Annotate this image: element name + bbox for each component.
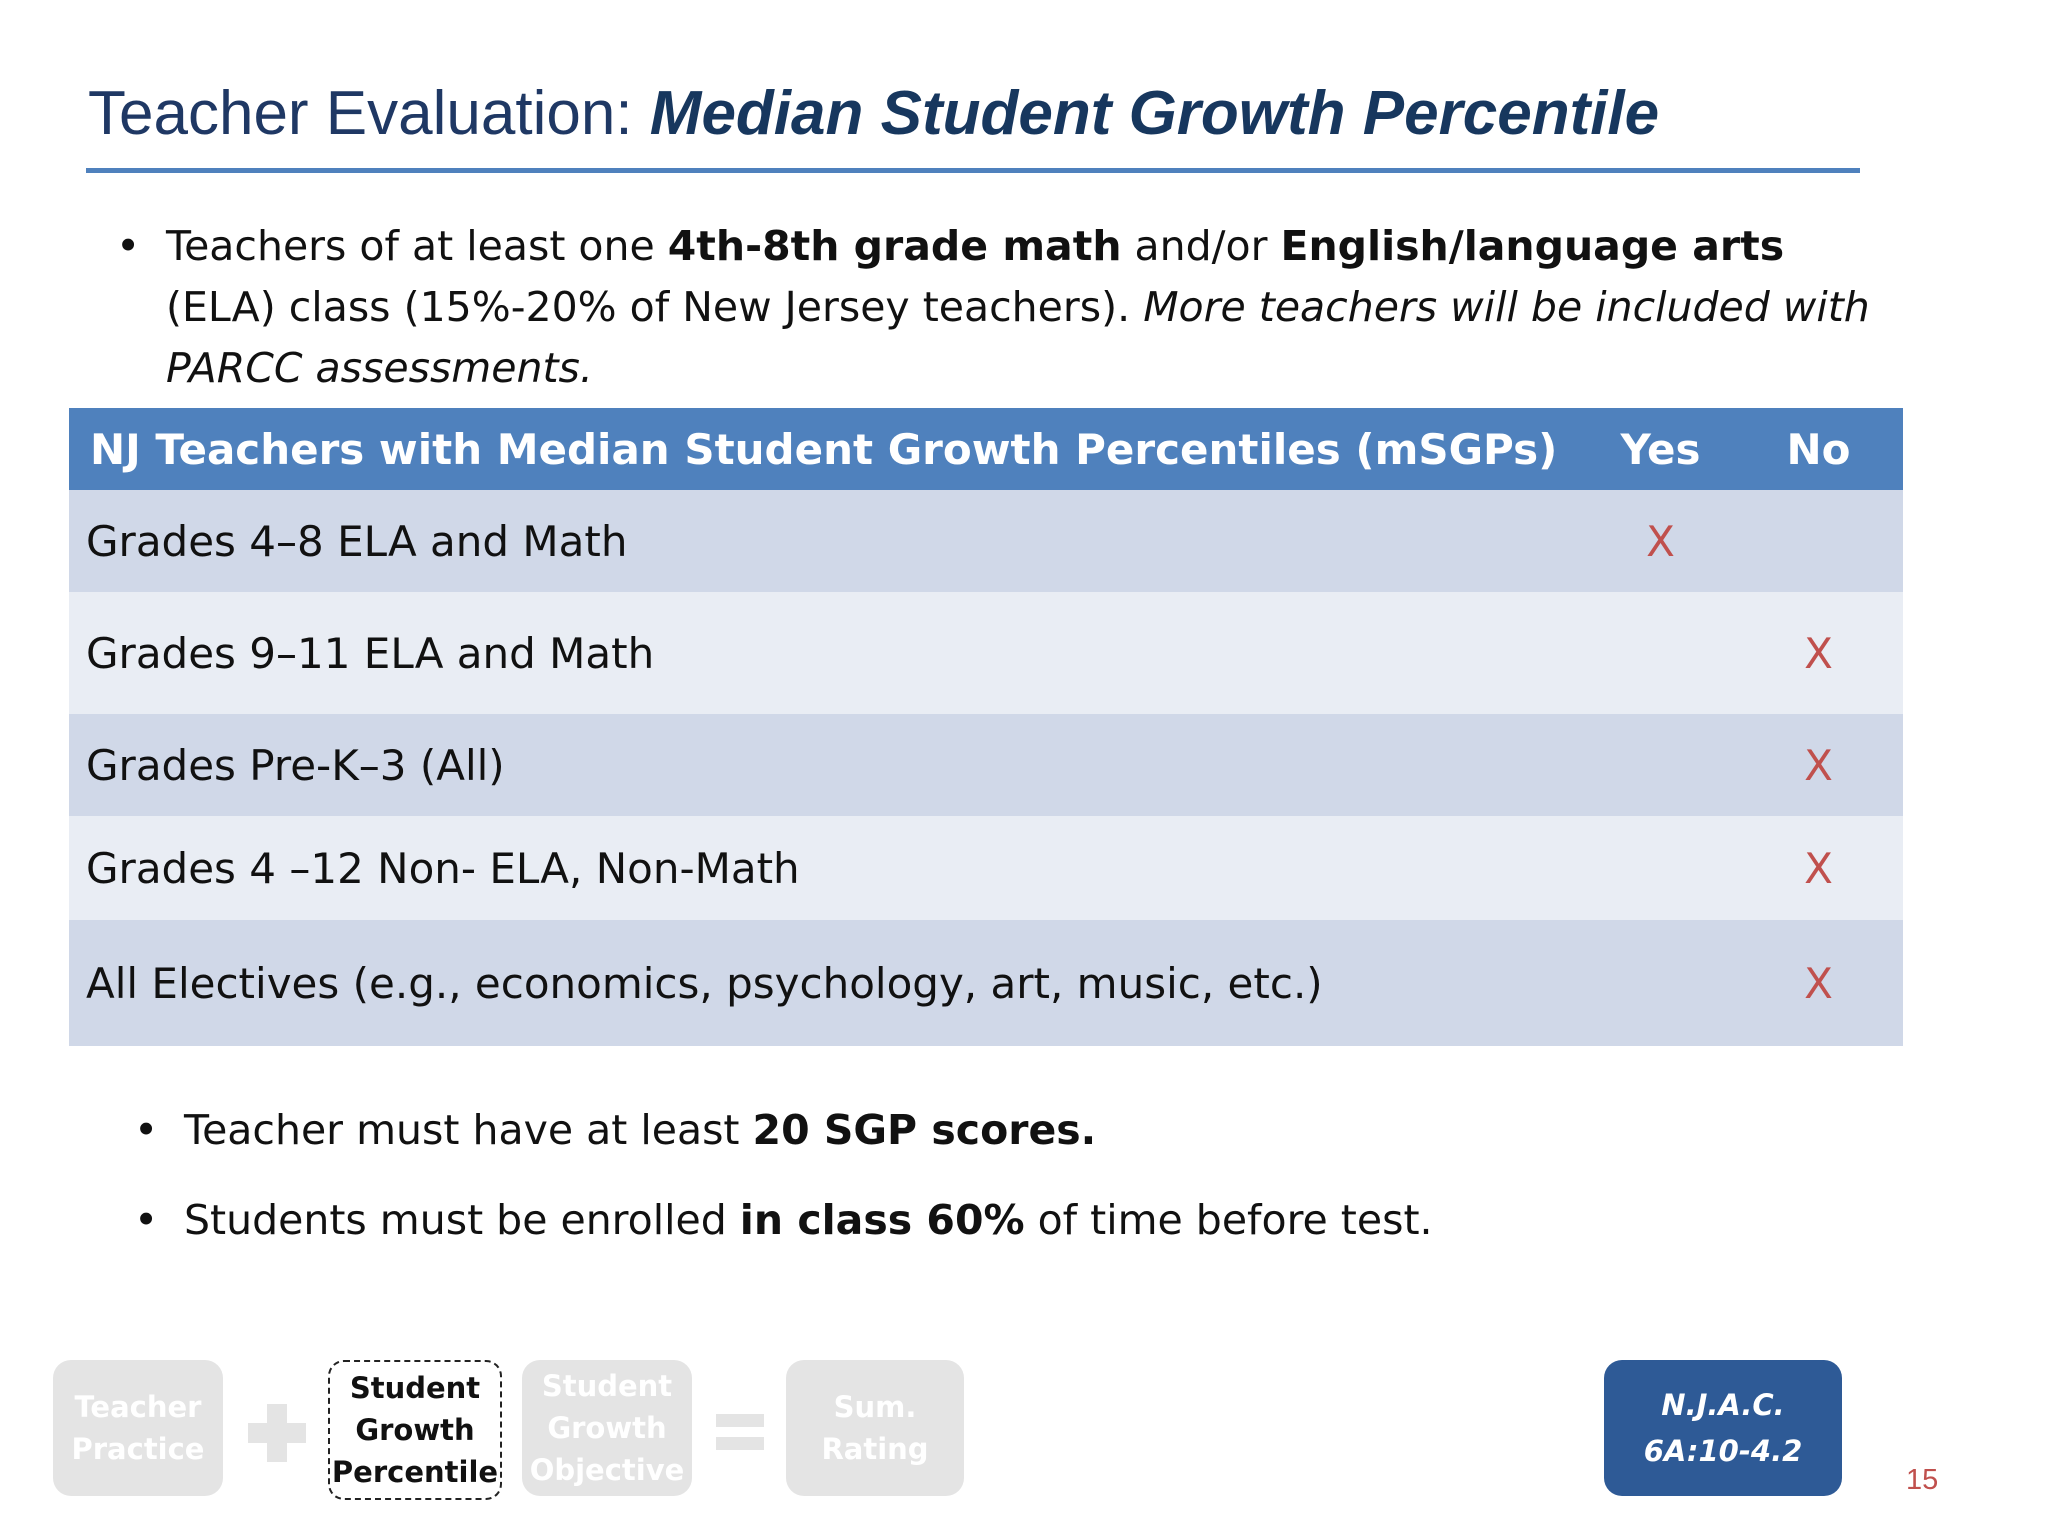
citation-badge [1604,1360,1842,1496]
row-label: Grades 4–8 ELA and Math [69,490,1587,592]
citation-line: N.J.A.C. [1661,1388,1785,1422]
header-category: NJ Teachers with Median Student Growth Percentiles (mSGPs) [69,408,1587,490]
teacher-practice-box [53,1360,223,1496]
bullet-dot: • [134,1106,159,1154]
requirement-text [184,1190,1433,1250]
intro-text-part: and/or [1121,222,1281,270]
row-label: All Electives (e.g., economics, psychology, art, music, etc.) [69,920,1587,1046]
intro-text [166,216,1876,399]
table-row [69,490,1903,592]
sgo-box [522,1360,692,1496]
table-header-row [69,408,1903,490]
no-mark: X [1734,816,1903,920]
requirement-emphasis: 20 SGP scores. [752,1106,1097,1154]
box-line: Objective [529,1453,685,1487]
no-mark: X [1734,920,1903,1046]
title-prefix: Teacher Evaluation: [88,79,650,148]
header-no: No [1734,408,1903,490]
box-line: Growth [355,1413,475,1447]
plus-icon [246,1402,308,1464]
no-mark: X [1734,714,1903,816]
citation-line: 6A:10-4.2 [1643,1434,1803,1468]
header-yes: Yes [1587,408,1734,490]
requirement-emphasis: in class 60% [739,1196,1025,1244]
box-line: Percentile [331,1455,499,1489]
table-row [69,816,1903,920]
yes-mark [1587,714,1734,816]
table-row [69,592,1903,714]
intro-text-part: (ELA) class (15%-20% of New Jersey teachers). [166,283,1144,331]
requirement-bullet [134,1100,1096,1160]
box-line: Growth [547,1411,667,1445]
requirement-text [184,1100,1096,1160]
requirement-text-part: Teacher must have at least [184,1106,753,1154]
summative-rating-box [786,1360,964,1496]
no-mark [1734,490,1903,592]
yes-mark [1587,920,1734,1046]
yes-mark [1587,592,1734,714]
slide-title [88,78,1659,149]
requirement-bullet [134,1190,1433,1250]
requirement-text-part: of time before test. [1024,1196,1433,1244]
sgp-box [328,1360,502,1500]
box-line: Practice [71,1432,205,1466]
msgp-table [69,408,1903,1046]
table-row [69,920,1903,1046]
title-emphasis: Median Student Growth Percentile [649,79,1660,148]
box-line: Rating [821,1432,929,1466]
row-label: Grades Pre-K–3 (All) [69,714,1587,816]
intro-subject: English/language arts [1280,222,1785,270]
intro-note: More teachers will be included with PARCC assessments. [166,283,1870,392]
row-label: Grades 9–11 ELA and Math [69,592,1587,714]
equals-icon [716,1410,764,1454]
title-underline [86,168,1860,173]
intro-grade-range: 4th-8th grade math [667,222,1122,270]
box-line: Student [349,1371,481,1405]
bullet-dot: • [116,222,141,270]
yes-mark [1587,816,1734,920]
intro-text-part: Teachers of at least one [166,222,668,270]
box-line: Teacher [74,1390,202,1424]
yes-mark: X [1587,490,1734,592]
box-line: Sum. [833,1390,917,1424]
no-mark: X [1734,592,1903,714]
intro-bullet [116,216,1876,399]
box-line: Student [541,1369,673,1403]
row-label: Grades 4 –12 Non- ELA, Non-Math [69,816,1587,920]
bullet-dot: • [134,1196,159,1244]
table-row [69,714,1903,816]
requirement-text-part: Students must be enrolled [184,1196,740,1244]
page-number: 15 [1906,1464,1939,1496]
